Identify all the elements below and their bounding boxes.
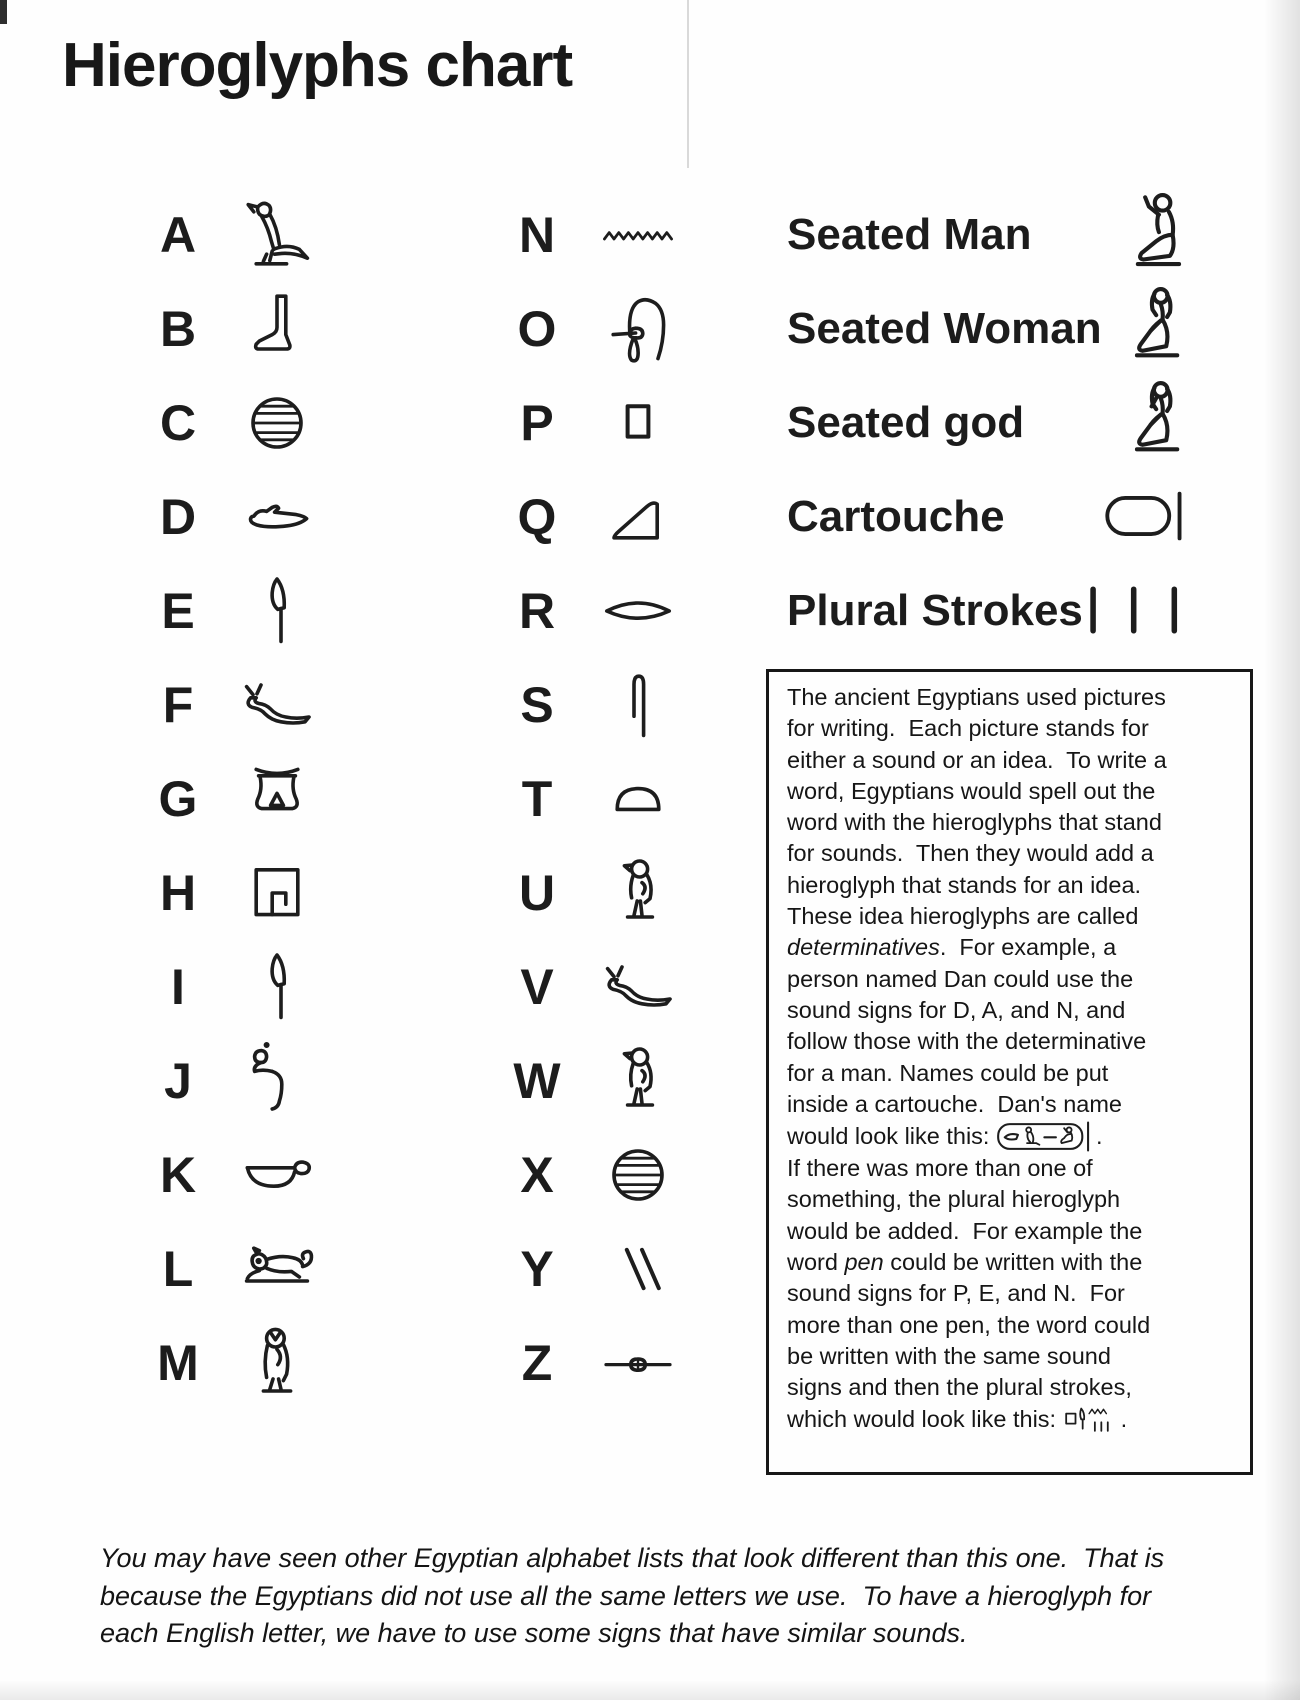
determinative-glyph-seated-woman (1126, 284, 1190, 375)
textbox-line: The ancient Egyptians used pictures (787, 684, 1166, 710)
textbox-line: word pen could be written with the (787, 1249, 1143, 1276)
door-bolt-icon (598, 1321, 678, 1405)
basket-icon (237, 1133, 317, 1217)
explanation-box (766, 669, 1253, 1475)
determinative-label-seated-god: Seated god (787, 398, 1025, 447)
letter-G: G (158, 771, 198, 827)
glyph-k-basket (224, 1128, 330, 1222)
foot-icon (237, 287, 317, 371)
footer-line: You may have seen other Egyptian alphabet lists that look different than this one. That is (100, 1543, 1165, 1573)
letter-M: M (157, 1335, 199, 1391)
letter-I: I (171, 959, 185, 1015)
letter-J: J (164, 1053, 192, 1109)
letter-O: O (517, 301, 557, 357)
glyph-p-stool (586, 376, 690, 470)
glyph-i-reed-leaf (224, 940, 330, 1034)
textbox-line: If there was more than one of (787, 1155, 1093, 1182)
letter-T: T (521, 771, 553, 827)
textbox-line: signs and then the plural strokes, (787, 1374, 1132, 1401)
lion-icon (237, 1227, 317, 1311)
textbox-line: would be added. For example the (787, 1217, 1143, 1244)
horned-viper-icon (598, 945, 678, 1029)
determinative-label-cartouche: Cartouche (787, 492, 1005, 541)
glyph-a-vulture (224, 188, 330, 282)
sieve-icon (237, 381, 317, 465)
textbox-line: word, Egyptians would spell out the (787, 777, 1156, 804)
owl-icon (237, 1321, 317, 1405)
letter-V: V (520, 959, 554, 1015)
textbox-line: either a sound or an idea. To write a (787, 746, 1167, 773)
folded-cloth-icon (598, 663, 678, 747)
determinative-glyph-cartouche (1103, 490, 1189, 547)
footer-line: each English letter, we have to use some signs that have similar sounds. (100, 1618, 968, 1648)
glyph-e-reed-leaf (224, 564, 330, 658)
textbox-line: hieroglyph that stands for an idea. (787, 871, 1142, 898)
seated-man-icon (1126, 190, 1190, 276)
letter-X: X (520, 1147, 554, 1203)
letter-W: W (513, 1053, 561, 1109)
letter-D: D (159, 489, 197, 545)
determinative-label-seated-man: Seated Man (787, 210, 1032, 259)
textbox-line: something, the plural hieroglyph (787, 1186, 1121, 1213)
textbox-line: which would look like this: . (787, 1404, 1250, 1438)
glyph-s-folded-cloth (586, 658, 690, 752)
determinative-label-seated-woman: Seated Woman (787, 304, 1102, 353)
shelter-icon (237, 851, 317, 935)
glyph-x-sieve (586, 1128, 690, 1222)
glyph-m-owl (224, 1316, 330, 1410)
explanation-text (787, 682, 1250, 1438)
textbox-line: follow those with the determinative (787, 1028, 1147, 1055)
glyph-t-bread-loaf (586, 752, 690, 846)
letter-R: R (518, 583, 556, 639)
textbox-line: for writing. Each picture stands for (787, 715, 1149, 742)
determinative-label-plural-strokes: Plural Strokes (787, 586, 1083, 635)
plural-strokes-icon (1082, 566, 1202, 654)
pen-plural-example-icon (1063, 1405, 1121, 1438)
stool-icon (598, 381, 678, 465)
textbox-line: for a man. Names could be put (787, 1059, 1109, 1086)
seated-woman-icon (1126, 284, 1190, 370)
bread-loaf-icon (598, 757, 678, 841)
letter-K: K (159, 1147, 197, 1203)
textbox-line: be written with the same sound (787, 1342, 1111, 1369)
glyph-r-mouth (586, 564, 690, 658)
letter-N: N (518, 207, 556, 263)
lasso-icon (598, 287, 678, 371)
mouth-icon (598, 569, 678, 653)
sieve-icon (598, 1133, 678, 1217)
letter-Z: Z (521, 1335, 553, 1391)
hand-icon (237, 475, 317, 559)
textbox-line: person named Dan could use the (787, 965, 1134, 992)
letter-E: E (161, 583, 195, 639)
seated-god-icon (1126, 378, 1190, 464)
determinative-glyph-seated-god (1126, 378, 1190, 469)
glyph-z-door-bolt (586, 1316, 690, 1410)
horned-viper-icon (237, 663, 317, 747)
glyph-n-water-ripple (586, 188, 690, 282)
double-strokes-icon (598, 1227, 678, 1311)
glyph-f-horned-viper (224, 658, 330, 752)
letter-A: A (159, 207, 197, 263)
letter-Y: Y (520, 1241, 554, 1297)
textbox-line: sound signs for D, A, and N, and (787, 996, 1126, 1023)
glyph-j-cobra (224, 1034, 330, 1128)
textbox-line: for sounds. Then they would add a (787, 840, 1154, 867)
reed-leaf-icon (237, 945, 317, 1029)
letter-S: S (520, 677, 554, 733)
scan-edge-right (1264, 0, 1300, 1700)
page-title: Hieroglyphs chart (62, 31, 573, 100)
determinative-glyph-plural-strokes (1082, 566, 1202, 659)
glyph-u-quail-chick (586, 846, 690, 940)
hill-slope-icon (598, 475, 678, 559)
pot-stand-icon (237, 757, 317, 841)
glyph-b-foot (224, 282, 330, 376)
glyph-v-horned-viper (586, 940, 690, 1034)
footer-note (100, 1540, 1164, 1653)
dan-cartouche-example-icon (996, 1120, 1096, 1153)
letter-P: P (520, 395, 554, 451)
glyph-h-shelter (224, 846, 330, 940)
textbox-line: word with the hieroglyphs that stand (787, 809, 1162, 836)
glyph-o-lasso (586, 282, 690, 376)
letter-H: H (159, 865, 197, 921)
scan-artifact-line (687, 0, 689, 168)
footer-line: because the Egyptians did not use all the same letters we use. To have a hieroglyph for (100, 1580, 1152, 1611)
letter-L: L (162, 1241, 194, 1297)
cobra-icon (237, 1039, 317, 1123)
letter-F: F (162, 677, 194, 733)
cartouche-icon (1103, 490, 1189, 542)
glyph-q-hill-slope (586, 470, 690, 564)
textbox-line: inside a cartouche. Dan's name (787, 1090, 1122, 1117)
glyph-w-quail-chick (586, 1034, 690, 1128)
glyph-d-hand (224, 470, 330, 564)
glyph-y-double-strokes (586, 1222, 690, 1316)
quail-chick-icon (598, 851, 678, 935)
scan-artifact-corner (0, 0, 7, 24)
determinative-glyph-seated-man (1126, 190, 1190, 281)
letter-B: B (159, 301, 197, 357)
textbox-line: sound signs for P, E, and N. For (787, 1280, 1125, 1307)
textbox-line: would look like this: . (787, 1120, 1250, 1153)
letter-Q: Q (517, 489, 557, 545)
textbox-line: determinatives. For example, a (787, 934, 1117, 961)
letter-C: C (159, 395, 197, 451)
quail-chick-icon (598, 1039, 678, 1123)
glyph-g-pot-stand (224, 752, 330, 846)
scan-edge-bottom (0, 1680, 1300, 1700)
vulture-icon (237, 193, 317, 277)
glyph-l-lion (224, 1222, 330, 1316)
letter-U: U (518, 865, 556, 921)
textbox-line: These idea hieroglyphs are called (787, 903, 1139, 930)
textbox-line: more than one pen, the word could (787, 1311, 1151, 1338)
reed-leaf-icon (237, 569, 317, 653)
glyph-c-sieve (224, 376, 330, 470)
water-ripple-icon (598, 193, 678, 277)
